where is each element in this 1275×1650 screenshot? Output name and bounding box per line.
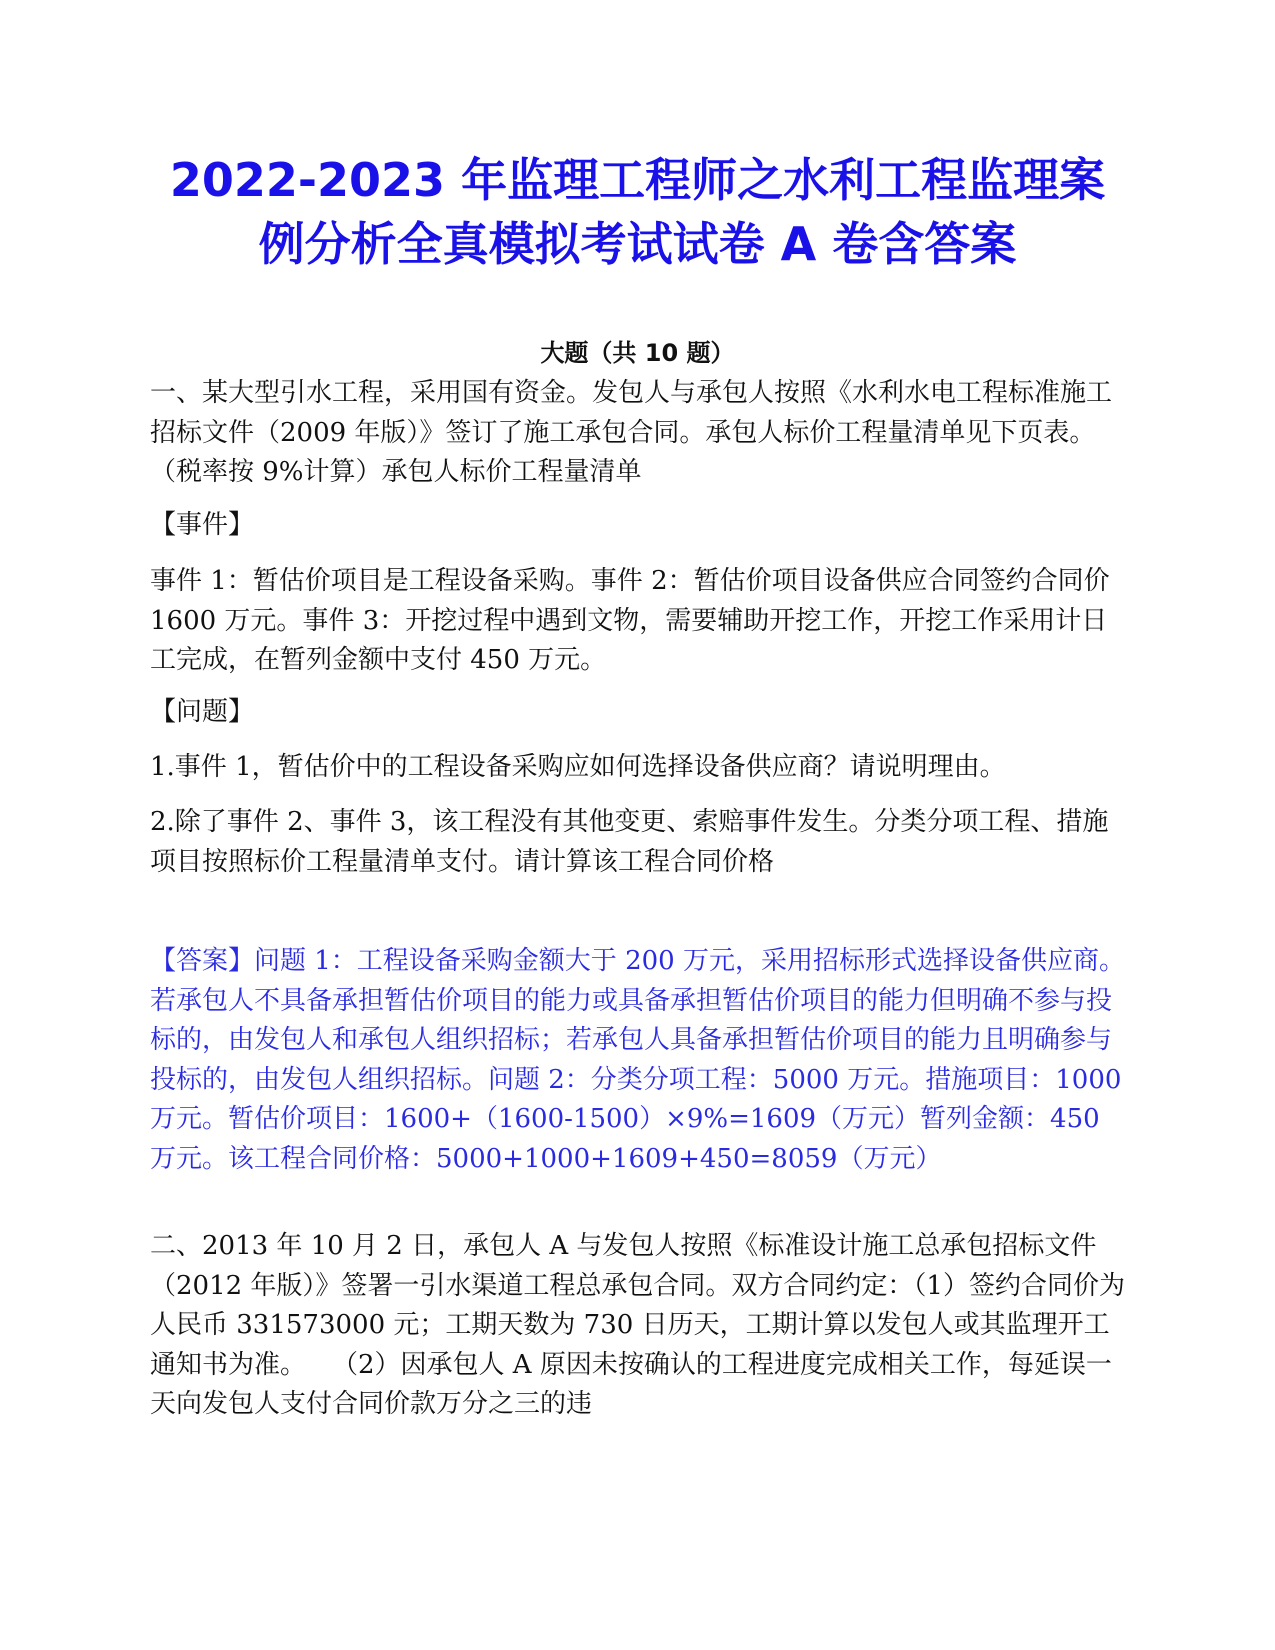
question-1-intro: 一、某大型引水工程，采用国有资金。发包人与承包人按照《水利水电工程标准施工招标文件（2009 年版）》签订了施工承包合同。承包人标价工程量清单见下页表。（税率按 9%计算）承包人标价工程量清单 (150, 378, 1113, 487)
document-title-line-2: 例分析全真模拟考试试卷 A 卷含答案 (258, 217, 1017, 271)
question-1-item-1: 1.事件 1，暂估价中的工程设备采购应如何选择设备供应商？请说明理由。 (150, 752, 1006, 782)
section-heading: 大题（共 10 题） (540, 339, 735, 367)
question-2-intro: 二、2013 年 10 月 2 日，承包人 A 与发包人按照《标准设计施工总承包招标文件（2012 年版）》签署一引水渠道工程总承包合同。双方合同约定：（1）签约合同价为人民币 331573000 元；工期天数为 730 日历天，工期计算以发包人或其监理开工通知书为准。 （2）因承包人 A 原因未按确认的工程进度完成相关工作，每延误一天向发包人支付合同价款万分之三的违 (150, 1231, 1125, 1419)
document-title (140, 148, 1135, 276)
question-1-answer: 【答案】问题 1：工程设备采购金额大于 200 万元，采用招标形式选择设备供应商。若承包人不具备承担暂估价项目的能力或具备承担暂估价项目的能力但明确不参与投标的，由发包人和承包人组织招标；若承包人具备承担暂估价项目的能力且明确参与投标的，由发包人组织招标。问题 2：分类分项工程：5000 万元。措施项目：1000 万元。暂估价项目：1600+（1600-1500）×9%=1609（万元）暂列金额：450 万元。该工程合同价格：5000+1000+1609+450=8059（万元） (150, 946, 1125, 1174)
question-1-events: 事件 1：暂估价项目是工程设备采购。事件 2：暂估价项目设备供应合同签约合同价 1600 万元。事件 3：开挖过程中遇到文物，需要辅助开挖工作，开挖工作采用计日工完成，在暂列金额中支付 450 万元。 (150, 566, 1110, 675)
document-title-line-1: 2022-2023 年监理工程师之水利工程监理案 (169, 153, 1106, 207)
questions-heading: 【问题】 (150, 697, 255, 727)
events-heading: 【事件】 (150, 510, 255, 540)
question-1-item-2: 2.除了事件 2、事件 3，该工程没有其他变更、索赔事件发生。分类分项工程、措施项目按照标价工程量清单支付。请计算该工程合同价格 (150, 807, 1109, 877)
